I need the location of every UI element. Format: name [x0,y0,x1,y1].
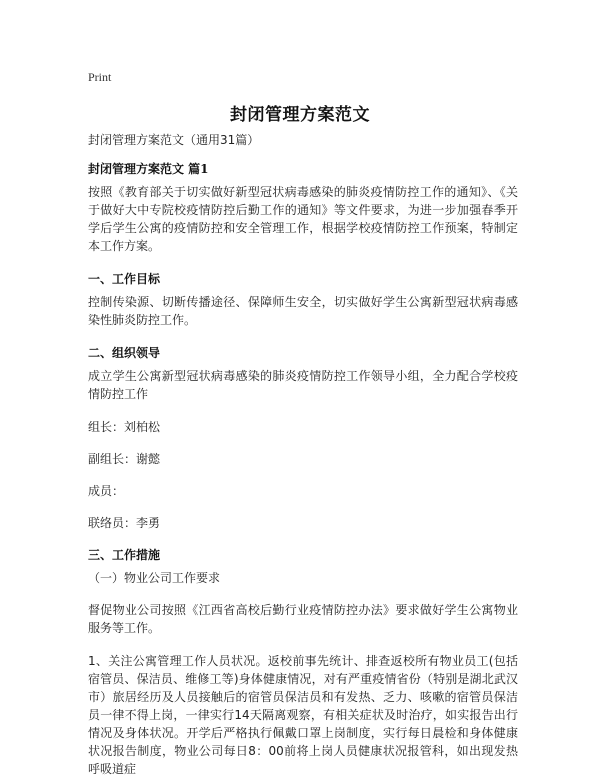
print-link[interactable]: Print [88,70,112,84]
org-heading: 二、组织领导 [88,346,161,360]
piece-heading: 封闭管理方案范文 篇1 [88,162,209,176]
document-subtitle: 封闭管理方案范文（通用31篇） [88,133,260,147]
measures-subheading: （一）物业公司工作要求 [88,571,221,585]
document-body [88,131,518,776]
goal-paragraph: 控制传染源、切断传播途径、保障师生安全，切实做好学生公寓新型冠状病毒感染性肺炎防控工作。 [88,295,518,327]
members-line: 成员： [88,484,125,498]
page-title: 封闭管理方案范文 [230,105,370,125]
measures-heading: 三、工作措施 [88,548,161,562]
measures-paragraph: 督促物业公司按照《江西省高校后勤行业疫情防控办法》要求做好学生公寓物业服务等工作。 [88,603,518,635]
contact-line: 联络员：李勇 [88,516,161,530]
deputy-line: 副组长：谢懿 [88,452,161,466]
item-1-paragraph: 1、关注公寓管理工作人员状况。返校前事先统计、排查返校所有物业员工(包括宿管员、保洁员、维修工等)身体健康情况，对有严重疫情省份（特别是湖北武汉市）旅居经历及人员接触后的宿管员保洁员和有发热、乏力、咳嗽的宿管员保洁员一律不得上岗，一律实行14天隔离观察，有相关症状及时治疗，如实报告出行情况及身体状况。开学后严格执行佩戴口罩上岗制度，实行每日晨检和身体健康状况报告制度，物业公司每日8：00前将上岗人员健康状况报管科，如出现发热呼吸道症 [88,654,518,776]
intro-paragraph: 按照《教育部关于切实做好新型冠状病毒感染的肺炎疫情防控工作的通知》、《关于做好大中专院校疫情防控后勤工作的通知》等文件要求，为进一步加强春季开学后学生公寓的疫情防控和安全管理工作，根据学校疫情防控工作预案，特制定本工作方案。 [88,185,518,253]
goal-heading: 一、工作目标 [88,272,161,286]
leader-line: 组长：刘柏松 [88,420,161,434]
org-paragraph: 成立学生公寓新型冠状病毒感染的肺炎疫情防控工作领导小组，全力配合学校疫情防控工作 [88,369,518,401]
